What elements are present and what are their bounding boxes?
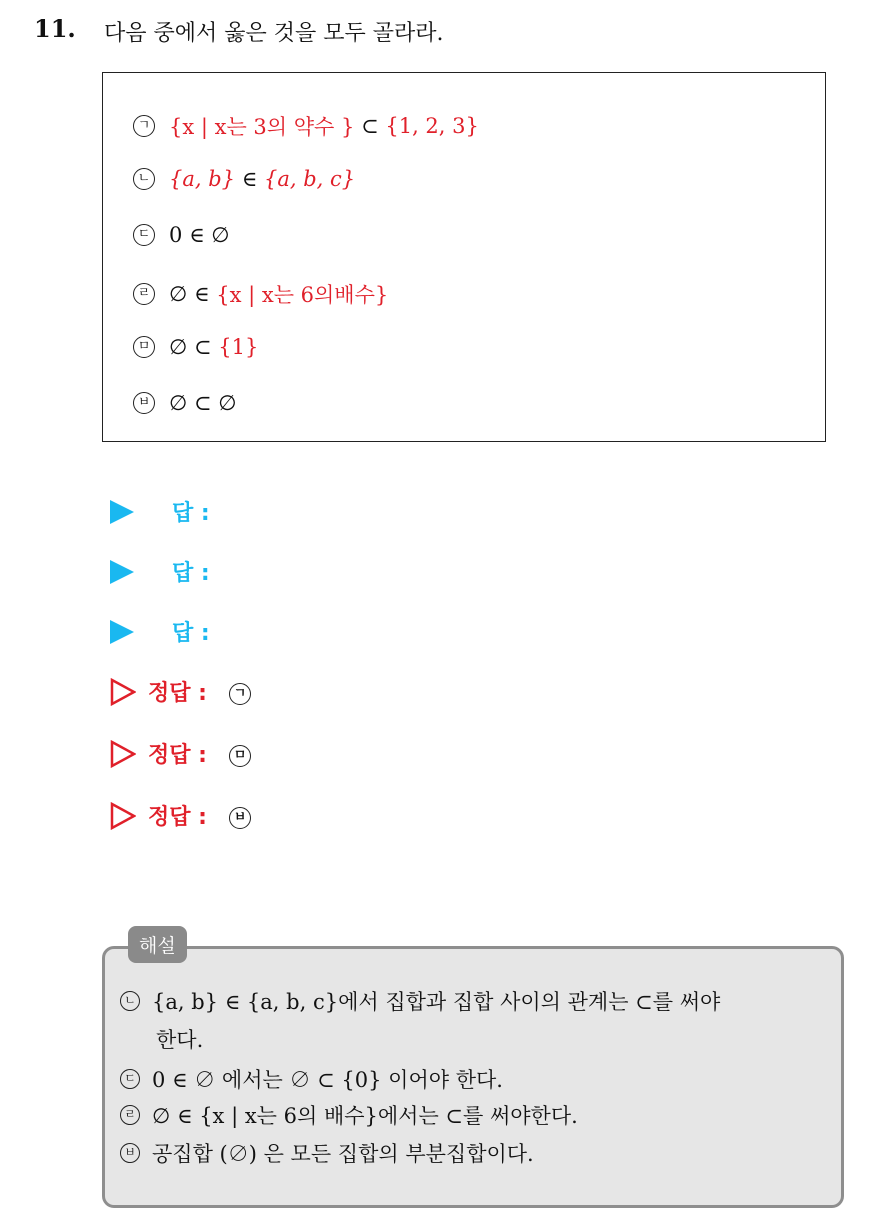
outline-triangle-icon (110, 802, 136, 830)
option-1 (133, 111, 479, 141)
option-relation: ⊂ (193, 391, 212, 415)
correct-label: 정답 : (148, 805, 207, 830)
correct-mark: ㅂ (229, 807, 251, 829)
circled-mark: ㅂ (133, 392, 155, 414)
answer-row-2[interactable] (110, 556, 210, 587)
explanation-text: 공집합 (∅) 은 모든 집합의 부분집합이다. (152, 1142, 534, 1166)
correct-row-2 (110, 738, 251, 769)
play-arrow-icon (110, 620, 134, 644)
answer-label: 답 : (172, 621, 210, 646)
answer-row-1[interactable] (110, 496, 210, 527)
explanation-line-5 (120, 1138, 534, 1168)
circled-mark: ㄷ (120, 1069, 140, 1089)
option-lhs: 0 (169, 223, 183, 247)
correct-label: 정답 : (148, 743, 207, 768)
explanation-text: 0 ∈ ∅ 에서는 ∅ ⊂ {0} 이어야 한다. (152, 1068, 503, 1092)
circled-mark: ㅁ (133, 336, 155, 358)
correct-mark: ㄱ (229, 683, 251, 705)
question-number: 11. (34, 14, 76, 43)
circled-mark: ㅂ (120, 1143, 140, 1163)
explanation-line-1 (120, 986, 720, 1016)
explanation-tab: 해설 (128, 926, 187, 963)
circled-mark: ㄱ (133, 115, 155, 137)
explanation-line-3 (120, 1064, 503, 1094)
option-relation: ⊂ (361, 114, 379, 138)
option-rhs: {1} (218, 335, 259, 359)
option-3 (133, 223, 230, 247)
option-lhs: ∅ (169, 335, 188, 359)
option-rhs: ∅ (218, 391, 237, 415)
explanation-text: 한다. (156, 1028, 204, 1052)
option-relation: ∈ (241, 167, 258, 191)
play-arrow-icon (110, 560, 134, 584)
outline-triangle-icon (110, 740, 136, 768)
option-rhs: {1, 2, 3} (385, 114, 479, 138)
explanation-line-2 (156, 1024, 203, 1054)
option-lhs: {x | x는 3의 약수 } (169, 115, 355, 139)
circled-mark: ㄴ (133, 168, 155, 190)
option-4 (133, 279, 388, 309)
option-rhs: ∅ (211, 223, 230, 247)
explanation-text: {a, b} ∈ {a, b, c}에서 집합과 집합 사이의 관계는 ⊂를 써야 (152, 990, 721, 1014)
correct-row-3 (110, 800, 251, 831)
circled-mark: ㄹ (120, 1105, 140, 1125)
options-box (102, 72, 826, 442)
option-relation: ∈ (193, 282, 210, 306)
explanation-line-4 (120, 1100, 578, 1130)
circled-mark: ㄷ (133, 224, 155, 246)
option-lhs: ∅ (169, 391, 188, 415)
circled-mark: ㄴ (120, 991, 140, 1011)
option-lhs: {a, b} (169, 167, 236, 191)
correct-row-1 (110, 676, 251, 707)
answer-label: 답 : (172, 561, 210, 586)
explanation-text: ∅ ∈ {x | x는 6의 배수}에서는 ⊂를 써야한다. (152, 1104, 578, 1128)
answer-label: 답 : (172, 501, 210, 526)
option-5 (133, 335, 258, 359)
correct-label: 정답 : (148, 681, 207, 706)
option-6 (133, 391, 237, 415)
question-text: 다음 중에서 옳은 것을 모두 골라라. (104, 21, 444, 46)
correct-mark: ㅁ (229, 745, 251, 767)
play-arrow-icon (110, 500, 134, 524)
option-lhs: ∅ (169, 282, 188, 306)
option-relation: ⊂ (193, 335, 212, 359)
circled-mark: ㄹ (133, 283, 155, 305)
option-relation: ∈ (189, 223, 205, 247)
option-rhs: {x | x는 6의배수} (216, 283, 389, 307)
option-2 (133, 167, 355, 191)
outline-triangle-icon (110, 678, 136, 706)
answer-row-3[interactable] (110, 616, 210, 647)
option-rhs: {a, b, c} (263, 167, 356, 191)
